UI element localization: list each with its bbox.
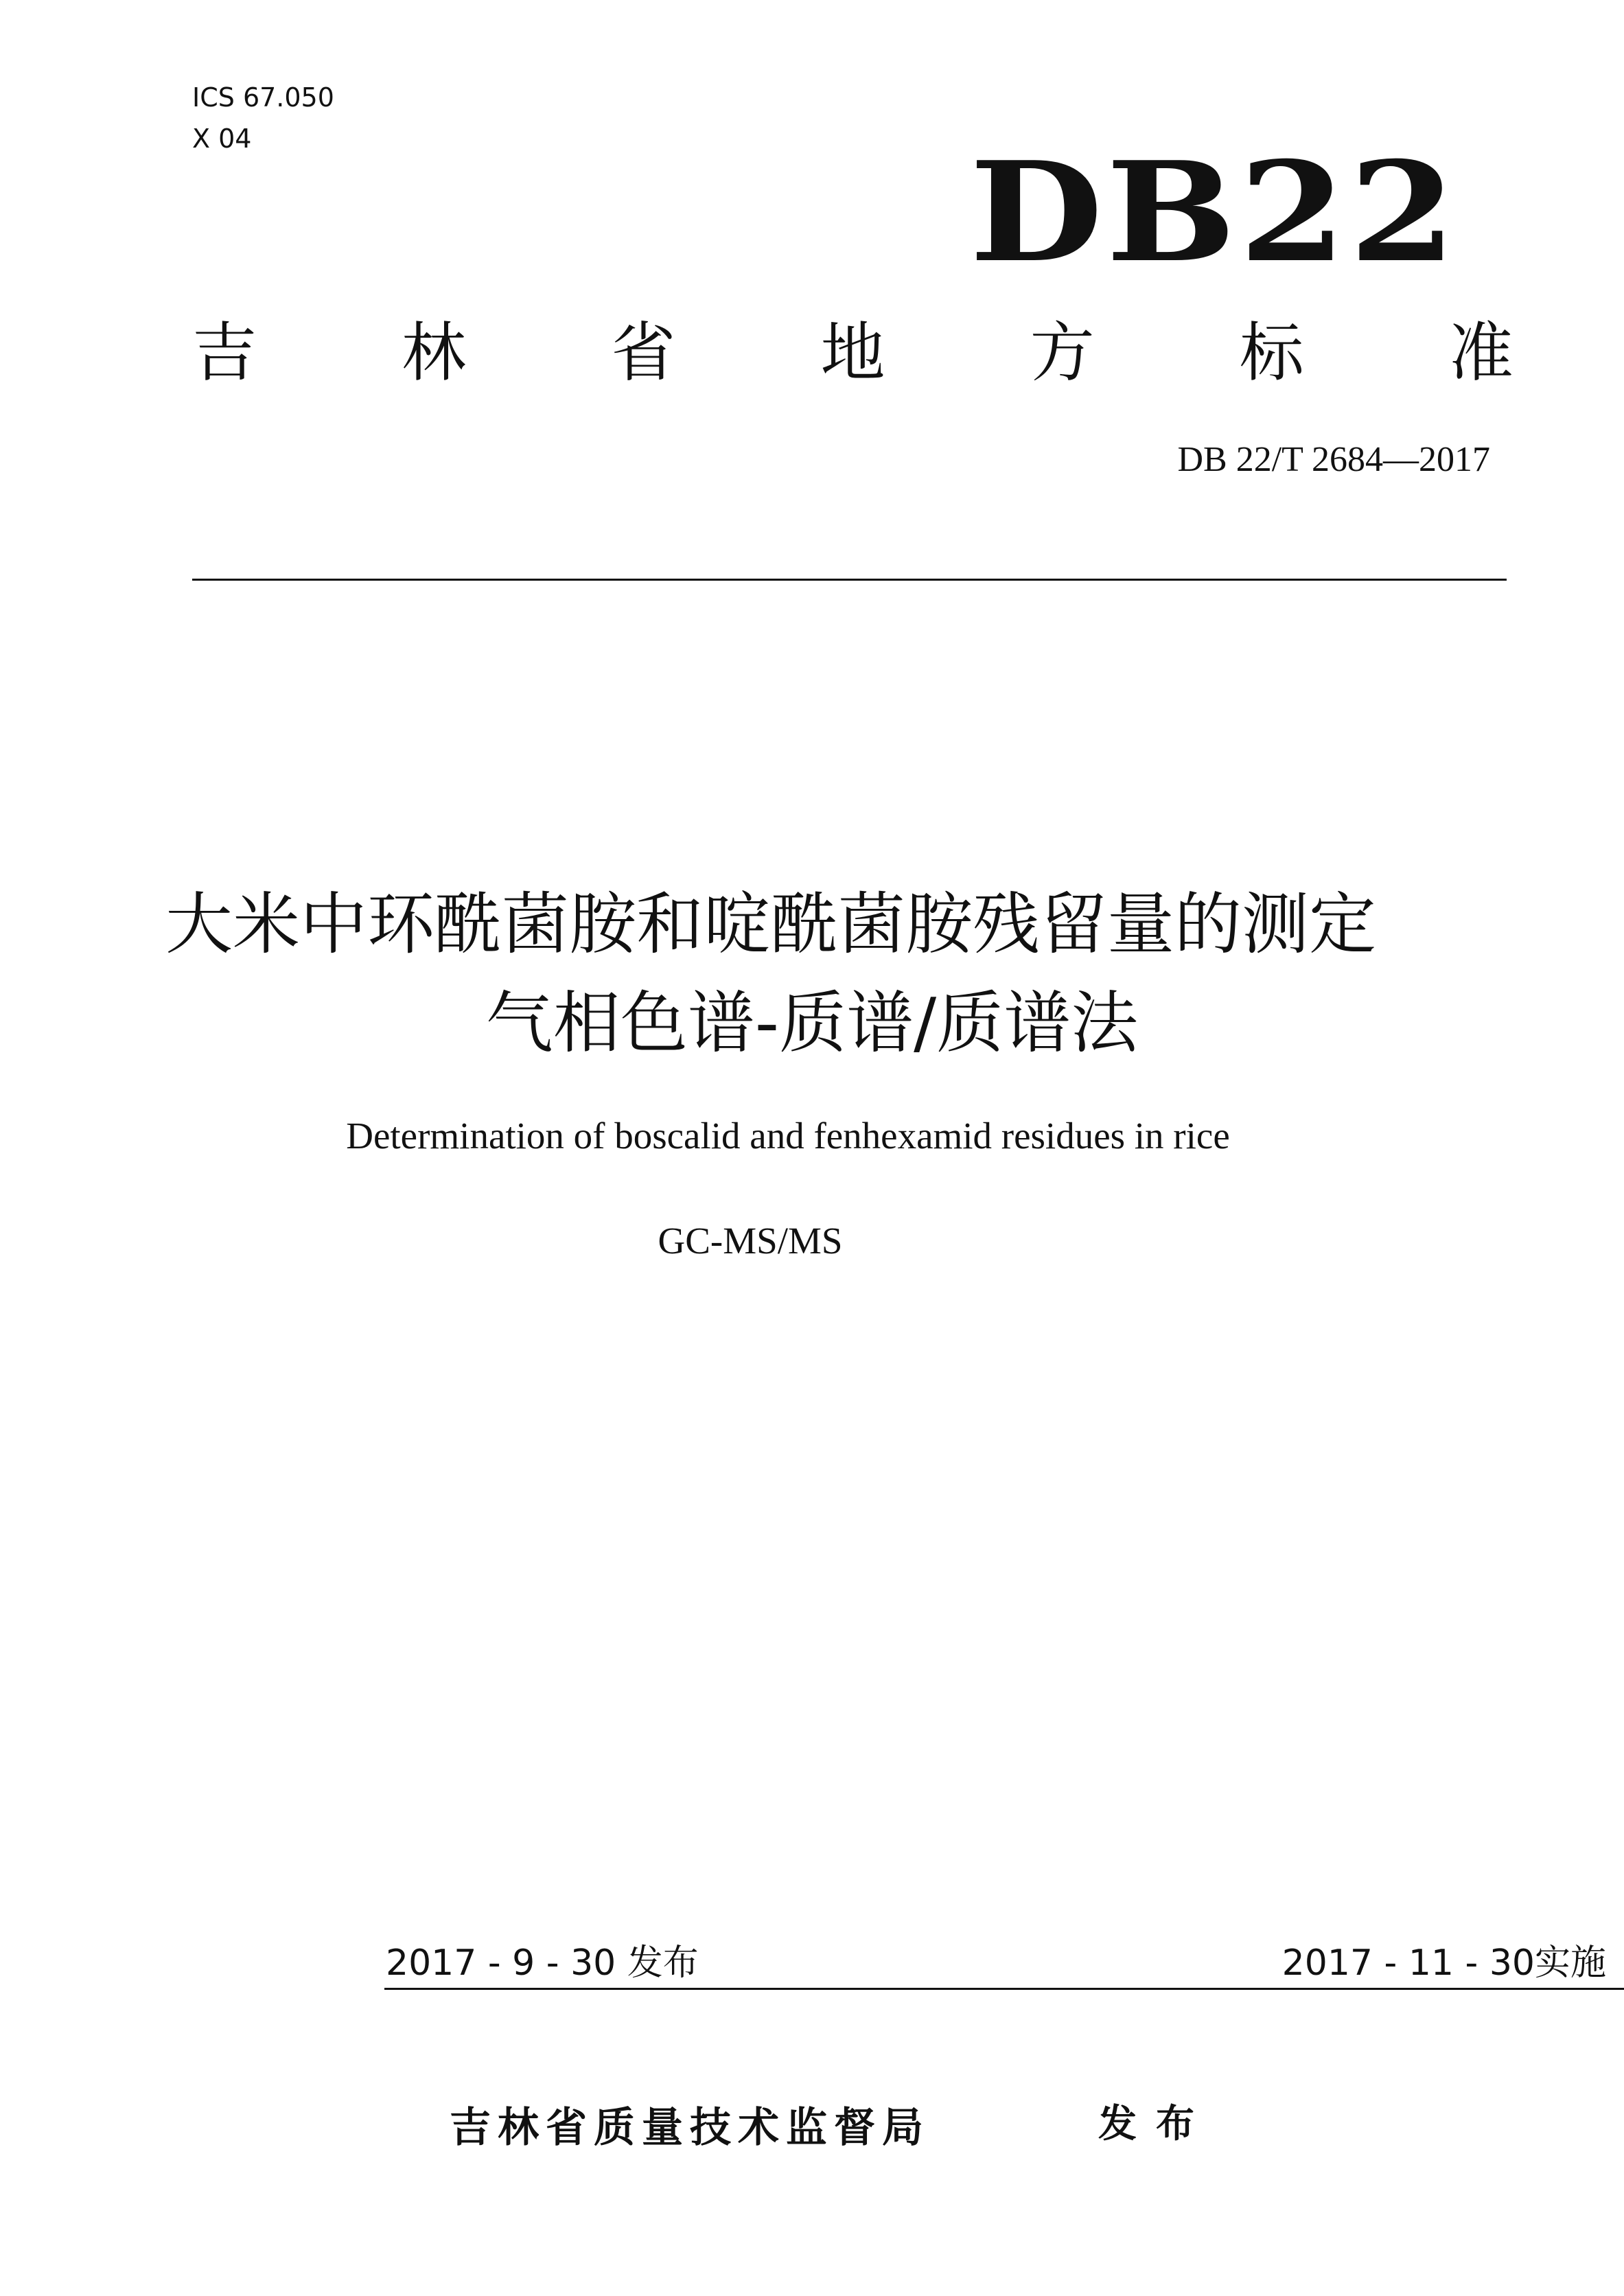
- standard-type-char: 方: [1030, 316, 1095, 391]
- classification-codes: [192, 77, 334, 159]
- chinese-title: [0, 875, 1624, 1073]
- chinese-title-line1: 大米中环酰菌胺和啶酰菌胺残留量的测定: [165, 885, 1376, 964]
- issue-date: 2017 - 9 - 30 发布: [386, 1943, 699, 1984]
- standard-type-char: 地: [820, 316, 885, 391]
- standard-type-char: 标: [1239, 316, 1304, 391]
- db22-logo: DB22: [969, 132, 1459, 293]
- ccs-code: X 04: [192, 124, 252, 154]
- english-title-method: GC-MS/MS: [658, 1220, 843, 1262]
- standard-type-heading: [192, 316, 1513, 391]
- publish-word: 发布: [1098, 2102, 1214, 2146]
- implementation-date: 2017 - 11 - 30实施: [1281, 1943, 1606, 1984]
- standard-type-char: 林: [402, 316, 467, 391]
- bottom-divider: [384, 1988, 1624, 1990]
- publisher-name: 吉林省质量技术监督局: [450, 2104, 930, 2152]
- standard-type-char: 吉: [192, 316, 257, 391]
- chinese-title-line2: 气相色谱-质谱/质谱法: [485, 984, 1139, 1063]
- standard-type-char: 省: [611, 316, 676, 391]
- standard-type-char: 准: [1448, 316, 1513, 391]
- ics-code: ICS 67.050: [192, 82, 334, 113]
- top-divider: [192, 579, 1507, 581]
- english-title: Determination of boscalid and fenhexamid residues in rice: [346, 1115, 1230, 1157]
- standard-number: DB 22/T 2684—2017: [1177, 440, 1490, 479]
